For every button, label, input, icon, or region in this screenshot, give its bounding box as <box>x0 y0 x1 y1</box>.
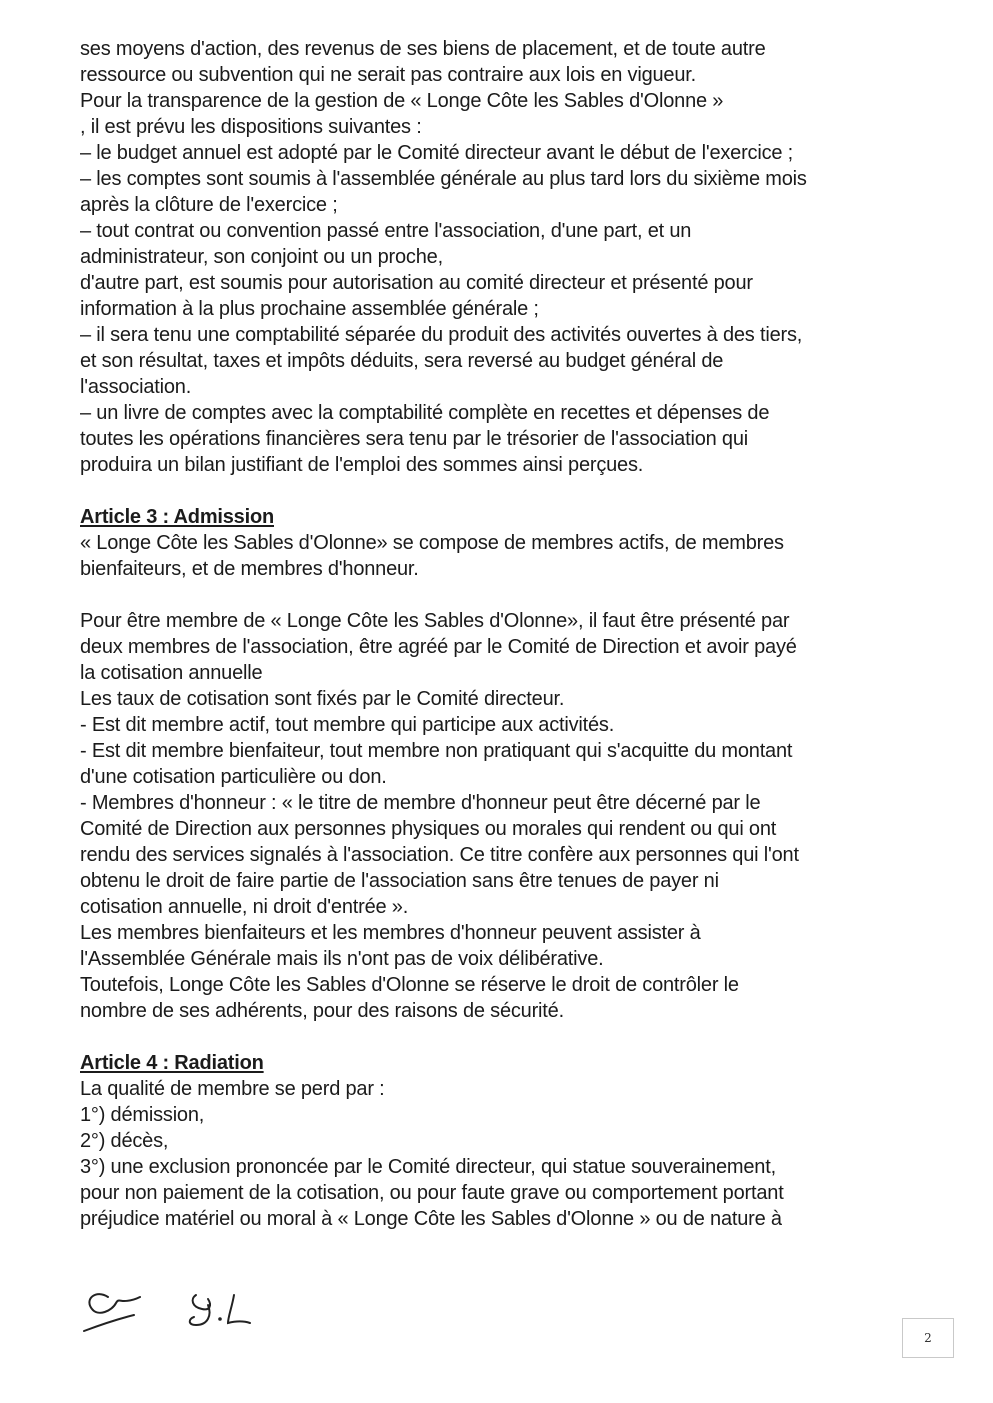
handwritten-initials <box>78 1275 298 1345</box>
text-line: préjudice matériel ou moral à « Longe Côte les Sables d'Olonne » ou de nature à <box>80 1208 782 1230</box>
text-line: – le budget annuel est adopté par le Comité directeur avant le début de l'exercice ; <box>80 142 794 164</box>
text-line: 2°) décès, <box>80 1130 169 1152</box>
text-line: – un livre de comptes avec la comptabilité complète en recettes et dépenses de <box>80 402 770 424</box>
text-line: ressource ou subvention qui ne serait pas contraire aux lois en vigueur. <box>80 64 696 86</box>
text-line: cotisation annuelle, ni droit d'entrée ». <box>80 896 409 918</box>
page-number: 2 <box>924 1331 932 1345</box>
paragraph-gap <box>80 582 910 608</box>
text-line: Pour la transparence de la gestion de « Longe Côte les Sables d'Olonne » <box>80 90 724 112</box>
text-line: – il sera tenu une comptabilité séparée du produit des activités ouvertes à des tiers, <box>80 324 803 346</box>
text-line: toutes les opérations financières sera tenu par le trésorier de l'association qui <box>80 428 748 450</box>
paragraph-gap <box>80 478 910 504</box>
text-line: - Membres d'honneur : « le titre de membre d'honneur peut être décerné par le <box>80 792 761 814</box>
article-4-section <box>80 1050 910 1232</box>
article-4-heading: Article 4 : Radiation <box>80 1052 264 1074</box>
text-line: bienfaiteurs, et de membres d'honneur. <box>80 558 419 580</box>
text-line: Les membres bienfaiteurs et les membres d'honneur peuvent assister à <box>80 922 701 944</box>
text-line: Comité de Direction aux personnes physiques ou morales qui rendent ou qui ont <box>80 818 777 840</box>
text-line: produira un bilan justifiant de l'emploi des sommes ainsi perçues. <box>80 454 644 476</box>
text-line: nombre de ses adhérents, pour des raisons de sécurité. <box>80 1000 564 1022</box>
text-line: administrateur, son conjoint ou un proche, <box>80 246 443 268</box>
text-line: ses moyens d'action, des revenus de ses biens de placement, et de toute autre <box>80 38 766 60</box>
text-line: la cotisation annuelle <box>80 662 263 684</box>
text-line: et son résultat, taxes et impôts déduits, sera reversé au budget général de <box>80 350 724 372</box>
text-line: - Est dit membre actif, tout membre qui participe aux activités. <box>80 714 615 736</box>
text-line: 1°) démission, <box>80 1104 205 1126</box>
text-line: après la clôture de l'exercice ; <box>80 194 338 216</box>
text-line: Les taux de cotisation sont fixés par le Comité directeur. <box>80 688 565 710</box>
text-line: Toutefois, Longe Côte les Sables d'Olonne se réserve le droit de contrôler le <box>80 974 739 996</box>
article-3-heading: Article 3 : Admission <box>80 506 274 528</box>
text-line: La qualité de membre se perd par : <box>80 1078 385 1100</box>
text-line: rendu des services signalés à l'association. Ce titre confère aux personnes qui l'ont <box>80 844 799 866</box>
text-line: l'Assemblée Générale mais ils n'ont pas de voix délibérative. <box>80 948 604 970</box>
intro-section <box>80 36 910 478</box>
text-line: deux membres de l'association, être agréé par le Comité de Direction et avoir payé <box>80 636 797 658</box>
text-line: « Longe Côte les Sables d'Olonne» se compose de membres actifs, de membres <box>80 532 784 554</box>
page-body <box>80 36 910 1232</box>
text-line: pour non paiement de la cotisation, ou pour faute grave ou comportement portant <box>80 1182 784 1204</box>
text-line: - Est dit membre bienfaiteur, tout membre non pratiquant qui s'acquitte du montant <box>80 740 793 762</box>
page-number-box <box>902 1318 954 1358</box>
text-line: obtenu le droit de faire partie de l'association sans être tenues de payer ni <box>80 870 719 892</box>
text-line: l'association. <box>80 376 192 398</box>
text-line: d'une cotisation particulière ou don. <box>80 766 387 788</box>
text-line: d'autre part, est soumis pour autorisation au comité directeur et présenté pour <box>80 272 753 294</box>
text-line: information à la plus prochaine assemblée générale ; <box>80 298 539 320</box>
text-line: – tout contrat ou convention passé entre l'association, d'une part, et un <box>80 220 692 242</box>
text-line: , il est prévu les dispositions suivantes : <box>80 116 422 138</box>
article-3-section <box>80 504 910 1024</box>
paragraph-gap <box>80 1024 910 1050</box>
text-line: 3°) une exclusion prononcée par le Comité directeur, qui statue souverainement, <box>80 1156 776 1178</box>
text-line: Pour être membre de « Longe Côte les Sables d'Olonne», il faut être présenté par <box>80 610 790 632</box>
text-line: – les comptes sont soumis à l'assemblée générale au plus tard lors du sixième mois <box>80 168 807 190</box>
